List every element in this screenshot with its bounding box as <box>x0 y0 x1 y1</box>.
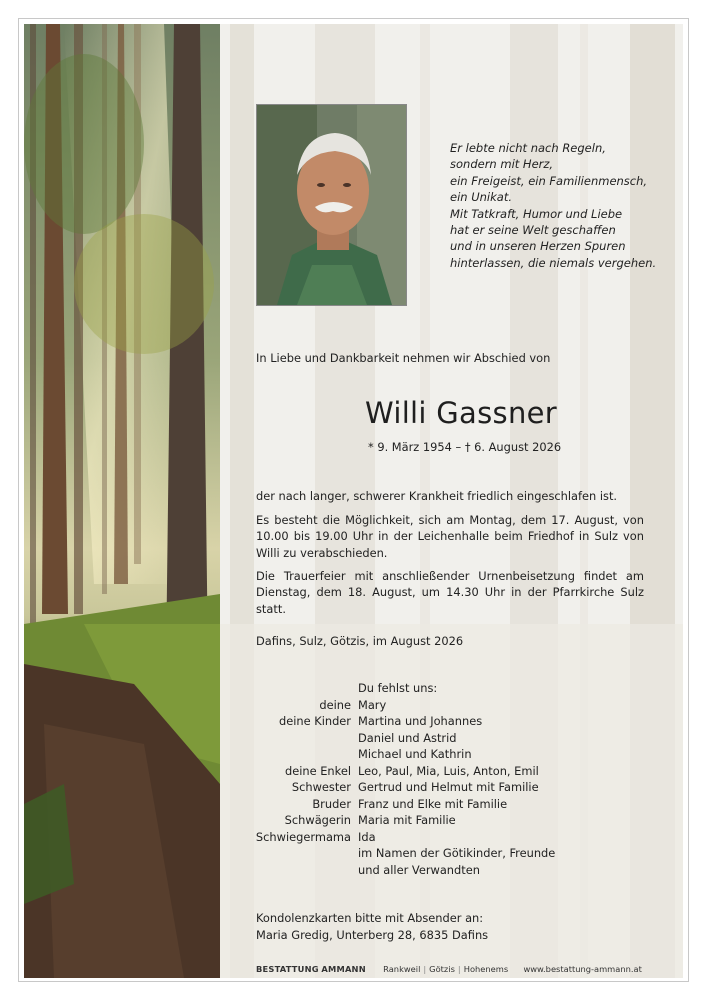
intro-text: In Liebe und Dankbarkeit nehmen wir Abschied von <box>256 351 551 365</box>
relative-role: deine <box>319 697 351 712</box>
portrait-illustration <box>257 105 406 305</box>
relative-names: Michael und Kathrin <box>358 747 472 761</box>
portrait-photo <box>256 104 407 306</box>
poem-line: hat er seine Welt geschaffen <box>450 223 616 238</box>
place-date: Dafins, Sulz, Götzis, im August 2026 <box>256 634 464 648</box>
poem-line: und in unseren Herzen Spuren <box>450 239 626 254</box>
condolence-address: Maria Gredig, Unterberg 28, 6835 Dafins <box>256 928 489 942</box>
location-hohenems: Hohenems <box>463 964 509 974</box>
deceased-name: Willi Gassner <box>365 396 557 430</box>
relative-names: Ida <box>358 829 376 844</box>
brand-name-b: AMMANN <box>321 964 366 974</box>
relative-role: Schwester <box>291 780 351 794</box>
funeral-home-footer: BESTATTUNG AMMANN Rankweil | Götzis | Hohenems www.bestattung-ammann.at <box>256 964 642 974</box>
relative-role: Schwiegermama <box>255 829 351 844</box>
relative-names: im Namen der Götikinder, Freunde <box>358 846 556 860</box>
poem-line: ein Unikat. <box>450 190 512 205</box>
poem-line: hinterlassen, die niemals vergehen. <box>450 255 657 270</box>
relative-role: deine Kinder <box>278 714 351 728</box>
relative-names: Maria mit Familie <box>358 813 456 827</box>
relatives-heading: Du fehlst uns: <box>358 681 438 695</box>
relative-names: Martina und Johannes <box>358 714 483 728</box>
life-dates: * 9. März 1954 – † 6. August 2026 <box>368 440 562 454</box>
location-goetzis: Götzis <box>429 964 455 974</box>
location-rankweil: Rankweil <box>383 964 421 974</box>
poem-line: ein Freigeist, ein Familienmensch, <box>450 173 648 188</box>
condolence-note: Kondolenzkarten bitte mit Absender an: <box>256 911 484 925</box>
relative-role: Bruder <box>312 796 351 811</box>
website-link[interactable]: www.bestattung-ammann.at <box>523 964 642 974</box>
relative-role: deine Enkel <box>284 763 351 778</box>
relative-names: Leo, Paul, Mia, Luis, Anton, Emil <box>358 763 539 778</box>
poem-line: sondern mit Herz, <box>450 157 554 172</box>
relative-names: Franz und Elke mit Familie <box>358 796 508 811</box>
funeral-paragraph: Die Trauerfeier mit anschließender Urnenbeisetzung findet am Dienstag, dem 18. August, um 14.30 Uhr in der Pfarrkirche Sulz statt. <box>256 569 644 616</box>
poem <box>450 140 656 271</box>
poem-line: Er lebte nicht nach Regeln, <box>450 141 606 155</box>
relative-names: Gertrud und Helmut mit Familie <box>358 780 539 794</box>
relative-names: Mary <box>358 697 387 712</box>
viewing-paragraph: Es besteht die Möglichkeit, sich am Montag, dem 17. August, von 10.00 bis 19.00 Uhr in der Leichenhalle beim Friedhof in Sulz von Willi zu verabschieden. <box>256 513 644 560</box>
passing-text: der nach langer, schwerer Krankheit friedlich eingeschlafen ist. <box>256 489 618 503</box>
relative-role: Schwägerin <box>284 813 351 827</box>
relative-names: und aller Verwandten <box>358 862 480 877</box>
brand-name-a: BESTATTUNG <box>256 964 319 974</box>
relative-names: Daniel und Astrid <box>358 730 457 745</box>
poem-line: Mit Tatkraft, Humor und Liebe <box>450 206 623 221</box>
